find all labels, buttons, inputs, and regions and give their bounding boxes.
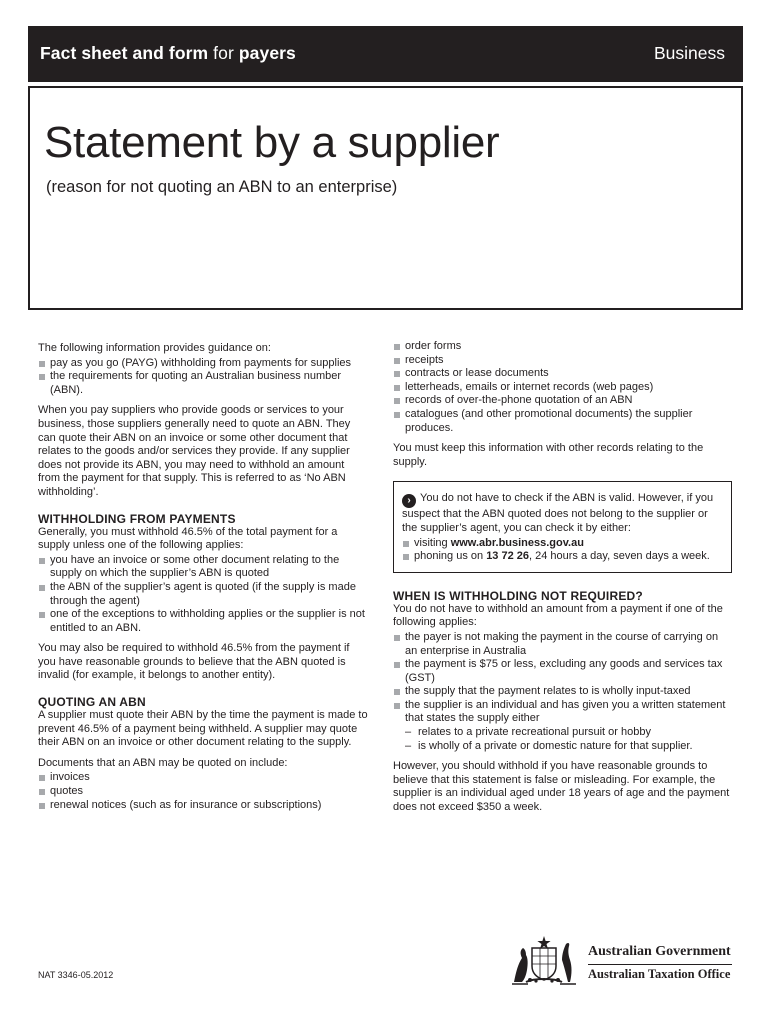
category-label: Business [653, 43, 725, 63]
info-text-body: You do not have to check if the ABN is valid. However, if you suspect that the ABN quoted does not belong to the supplier or the supplier’s agent, you can check it by either: [402, 492, 714, 534]
section-heading-quoting: QUOTING AN ABN [38, 695, 146, 710]
list-item: order forms [393, 340, 733, 354]
list-item: records of over-the-phone quotation of an ABN [393, 394, 733, 408]
list-item: the requirements for quoting an Australian business number (ABN). [38, 370, 368, 397]
info-box [393, 481, 732, 572]
list-item: catalogues (and other promotional documents) the supplier produces. [393, 408, 733, 435]
list-item: you have an invoice or some other document relating to the supply on which the supplier’s ABN is quoted [38, 554, 368, 581]
title-box [28, 86, 743, 310]
logo-divider [588, 964, 732, 965]
ato-name: Australian Taxation Office [588, 967, 731, 981]
list-item [402, 550, 721, 564]
list-item: the supplier is an individual and has given you a written statement that states the supply either [393, 699, 733, 726]
statement-sublist [393, 726, 733, 753]
phone-prefix: phoning us on [414, 550, 484, 563]
intro-list [38, 357, 368, 398]
left-column [38, 342, 368, 819]
list-item: one of the exceptions to withholding applies or the supplier is not entitled to an ABN. [38, 608, 368, 635]
list-item: contracts or lease documents [393, 367, 733, 381]
not-required-list [393, 631, 733, 726]
fact-sheet-label-for: for [213, 43, 234, 63]
phone-suffix: , 24 hours a day, seven days a week. [529, 550, 710, 563]
page-title: Statement by a supplier [44, 118, 500, 167]
info-text [402, 492, 721, 535]
sub-list-item: – is wholly of a private or domestic nature for that supplier. [405, 740, 733, 754]
list-item: receipts [393, 354, 733, 368]
right-column [393, 340, 733, 822]
paragraph: When you pay suppliers who provide goods or services to your business, those suppliers generally need to quote an ABN. They can quote their ABN on an invoice or some other document that relates to the goods and/or services they provide. If any supplier does not provide its ABN, you may need to withhold an amount from the payment for that supply. This is referred to as ‘No ABN withholding’. [38, 404, 351, 498]
page-subtitle: (reason for not quoting an ABN to an enterprise) [46, 178, 398, 196]
list-item: letterheads, emails or internet records (web pages) [393, 381, 733, 395]
coat-of-arms-icon [508, 934, 580, 986]
list-item: the supply that the payment relates to is wholly input-taxed [393, 685, 733, 699]
list-item: renewal notices (such as for insurance or subscriptions) [38, 799, 368, 813]
list-item: the payer is not making the payment in the course of carrying on an enterprise in Australia [393, 631, 733, 658]
visit-prefix: visiting [414, 536, 448, 549]
section-heading-not-required: WHEN IS WITHHOLDING NOT REQUIRED? [393, 588, 643, 603]
paragraph: You must keep this information with other records relating to the supply. [393, 442, 704, 468]
paragraph: You may also be required to withhold 46.5% from the payment if you have reasonable grounds to believe that the ABN quoted is invalid (for example, it belongs to another entity). [38, 642, 350, 682]
documents-list-continued [393, 340, 733, 435]
paragraph: However, you should withhold if you have reasonable grounds to believe that this statement is false or misleading. For example, the supplier is an individual aged under 18 years of age and the payment does not exceed $350 a week. [393, 760, 730, 814]
paragraph: Documents that an ABN may be quoted on include: [38, 756, 288, 769]
sub-list-item: – relates to a private recreational pursuit or hobby [405, 726, 733, 740]
check-options-list [402, 537, 721, 564]
header-band [28, 26, 743, 82]
documents-list [38, 771, 368, 812]
paragraph: A supplier must quote their ABN by the time the payment is made to prevent 46.5% of a payment being withheld. A supplier may quote their ABN on an invoice or other document relating to the supply. [38, 709, 368, 749]
fact-sheet-label-payers: payers [238, 43, 296, 63]
abr-website-link[interactable]: www.abr.business.gov.au [450, 536, 584, 549]
phone-number: 13 72 26 [486, 550, 530, 563]
list-item: the payment is $75 or less, excluding any goods and services tax (GST) [393, 658, 733, 685]
fact-sheet-label [40, 43, 296, 64]
paragraph: You do not have to withhold an amount from a payment if one of the following applies: [393, 602, 723, 629]
section-heading-withholding: WITHHOLDING FROM PAYMENTS [38, 511, 236, 526]
list-item: quotes [38, 785, 368, 799]
fact-sheet-label-bold: Fact sheet and form [40, 43, 209, 63]
government-logo [508, 934, 736, 986]
withholding-list [38, 554, 368, 636]
nat-code: NAT 3346-05.2012 [38, 970, 114, 980]
list-item [402, 537, 721, 551]
paragraph: Generally, you must withhold 46.5% of the total payment for a supply unless one of the following applies: [38, 525, 338, 552]
list-item: pay as you go (PAYG) withholding from payments for supplies [38, 357, 368, 371]
gov-name: Australian Government [588, 944, 731, 959]
intro-text: The following information provides guidance on: [38, 342, 271, 354]
arrow-right-icon: › [402, 494, 416, 508]
list-item: the ABN of the supplier’s agent is quoted (if the supply is made through the agent) [38, 581, 368, 608]
list-item: invoices [38, 771, 368, 785]
